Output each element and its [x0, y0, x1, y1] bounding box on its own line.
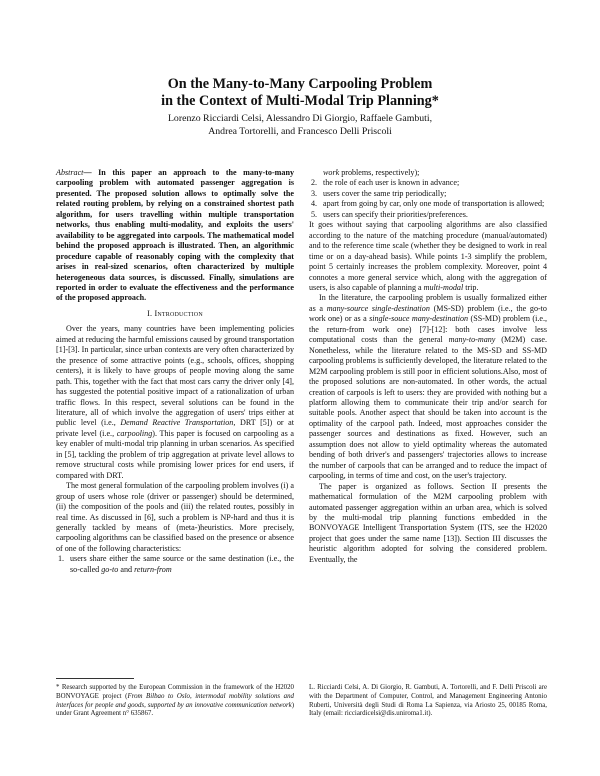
authors-line-2: Andrea Tortorelli, and Francesco Delli Priscoli [208, 125, 392, 137]
text-run: trip. [463, 282, 479, 292]
paper-title [60, 76, 540, 110]
characteristics-list [56, 554, 294, 575]
left-column [56, 168, 294, 575]
list-item [309, 210, 547, 220]
text-run: users share either the same source or the same destination (i.e., the so-called [70, 554, 294, 574]
emphasis-run: go-to [101, 564, 119, 574]
emphasis-run: Demand Reactive Transportation [120, 418, 234, 428]
intro-paragraph-5: The paper is organized as follows. Section II presents the mathematical formulation of the M2M carpooling problem with automated passenger aggregation within an urban area, which is solved by the multi-modal trip planning functions embedded in the BONVOYAGE Intelligent Transportation System (ITS, see the H2020 project that goes under the same name [13]). Section III discusses the heuristic algorithm adopted for solving the considered problem. Eventually, the [309, 481, 547, 564]
funding-footnote [56, 684, 294, 719]
abstract-separator: — [83, 168, 99, 177]
section-title: Introduction [154, 308, 203, 318]
authors-line-1: Lorenzo Ricciardi Celsi, Alessandro Di Giorgio, Raffaele Gambuti, [167, 113, 433, 124]
footnote-rule [56, 678, 134, 679]
emphasis-run: multi-modal [423, 282, 464, 292]
text-run: Over the years, many countries have been implementing policies aimed at reducing the harmful emissions caused by ground transportation [1]-[3]. In particular, since urban contexts are very often characterized by the presence of some attractive points (e.g., schools, offices, shopping centers), it is likely to have groups of people moving along the same path. This, together with the fact that most cars carry the driver only [4], has suggested the potential positive impact of a rationalization of urban traffic flows. In this respect, several solutions can be found in the literature, all of which involve the aggregation of users' trips either at public level (i.e., [56, 324, 294, 428]
list-number: 2. [311, 178, 318, 188]
text-run: (M2M) case. Nonetheless, while the literature related to the MS-SD and SS-MD carpooling problems is sufficiently developed, the literature related to the M2M carpooling problem is still poor in efficient solutions.Also, most of the proposed solutions are non-automated. In other words, the actual creation of carpools is left to users: they are provided with nothing but a platform allowing them to communicate their trip and/or search for suitable pools. Another aspect that should be taken into account is the optimality of the carpool path. Indeed, most approaches consider the passenger sources and destinations as fixed. However, such an assumption does not allow to yield optimality whereas the automated bending of both driver's and passengers' trajectories allows to increase the number of carpools that can be arranged and to reduce the impact of carpooling, in terms of time and cost, on the user's trajectory. [309, 335, 547, 481]
emphasis-run: carpooling [116, 428, 153, 438]
characteristics-list-continued [309, 168, 547, 220]
text-run: * Research supported by the European Commission in the framework of the H2020 BONVOYAGE project ( [56, 684, 294, 700]
text-run: (MS-SD) problem (i.e., the go-to work one) or as a [309, 303, 547, 324]
title-line-1: On the Many-to-Many Carpooling Problem [167, 76, 433, 92]
list-item [309, 199, 547, 209]
list-number: 1. [58, 554, 65, 564]
affiliation-footnote: L. Ricciardi Celsi, A. Di Giorgio, R. Gambuti, A. Tortorelli, and F. Delli Priscoli are with the Department of Computer, Control, and Management Engineering Antonio Ruberti, Università degli Studi di Roma La Sapienza, via Ariosto 25, 00185 Roma, Italy (email: ricciardicelsi@dis.uniroma1.it). [309, 684, 547, 718]
abstract [56, 168, 294, 304]
text-run: It goes without saying that carpooling algorithms are also classified according to the nature of the matching procedure (manual/automated) and to the reference time scale (whether they be designed to work in real time or on a day-ahead basis). While points 1-3 simplify the problem, point 5 certainly increases the problem complexity. Moreover, point 4 connotes a more general service which, along with the aggregation of users, is also capable of planning a [309, 220, 547, 292]
list-item [309, 178, 547, 188]
list-item-text: users cover the same trip periodically; [323, 188, 447, 198]
text-run: , DRT [5]) or at private level (i.e., [56, 418, 294, 438]
emphasis-run: From Bilbao to Oslo, intermodal mobility solutions and interfaces for people and goods, supported by an innovative communication network [56, 692, 294, 709]
text-run: (SS-MD) problem (i.e., the return-from work one) [7]-[12]: both cases involve less computational costs than the general [309, 314, 547, 345]
text-run: In the literature, the carpooling problem is usually formalized either as a [309, 293, 547, 313]
abstract-lead: Abstract [56, 168, 84, 177]
text-run: ) under Grant Agreement n° 635867. [56, 701, 294, 718]
text-run: problems, respectively); [339, 168, 420, 177]
emphasis-run: many-source single-destination [326, 303, 430, 313]
list-number: 3. [311, 188, 318, 198]
emphasis-run: return-from [134, 564, 172, 574]
right-column [309, 168, 547, 565]
list-item-continuation [309, 168, 547, 178]
emphasis-run: single-souce many-destination [369, 314, 469, 324]
emphasis-run: work [323, 168, 340, 177]
intro-paragraph-4 [309, 293, 547, 481]
section-numeral: I. [147, 308, 153, 318]
intro-paragraph-1 [56, 324, 294, 481]
text-run: ). This paper is focused on carpooling as a key enabler of multi-modal trip planning in urban scenarios. As specified in [5], tackling the problem of trip aggregation at private level allows to remove structural costs while promising lower prices for end users, if compared with DRT. [56, 428, 294, 480]
list-item [56, 554, 294, 575]
section-heading-introduction [56, 309, 294, 319]
list-item [309, 189, 547, 199]
emphasis-run: many-to-many [448, 335, 496, 345]
list-number: 5. [311, 209, 318, 219]
list-item-text: apart from going by car, only one mode of transportation is allowed; [323, 199, 545, 209]
abstract-text: In this paper an approach to the many-to-many carpooling problem with automated passenger aggregation is presented. The proposed solution allows to optimally solve the related routing problem, by relying on a constrained shortest path algorithm, for users travelling within multiple transportation networks, thus enabling multi-modality, and exploits the users' availability to be aggregated into carpools. The mathematical model behind the proposed approach is illustrated. Then, an algorithmic procedure capable of reasonably coping with the complexity that arises in real-sized scenarios, often characterized by multiple heterogeneous data sources, is discussed. Finally, simulations are reported in order to evaluate the effectiveness and the performance of the proposed approach. [56, 168, 294, 303]
author-list [90, 113, 510, 138]
intro-paragraph-2: The most general formulation of the carpooling problem involves (i) a group of users whose role (driver or passenger) should be determined, (ii) the composition of the pools and (iii) the related routes, possibly in real time. As discussed in [6], such a problem is NP-hard and thus it is generally tackled by means of (meta-)heuristics. More precisely, carpooling algorithms can be classified based on the presence or absence of one of the following characteristics: [56, 481, 294, 553]
list-item-text: the role of each user is known in advance; [323, 178, 460, 188]
list-item-text: users can specify their priorities/preferences. [323, 209, 468, 219]
intro-paragraph-3 [309, 220, 547, 293]
list-number: 4. [311, 199, 318, 209]
title-line-2: in the Context of Multi-Modal Trip Planning* [161, 93, 439, 109]
text-run: and [118, 564, 135, 574]
